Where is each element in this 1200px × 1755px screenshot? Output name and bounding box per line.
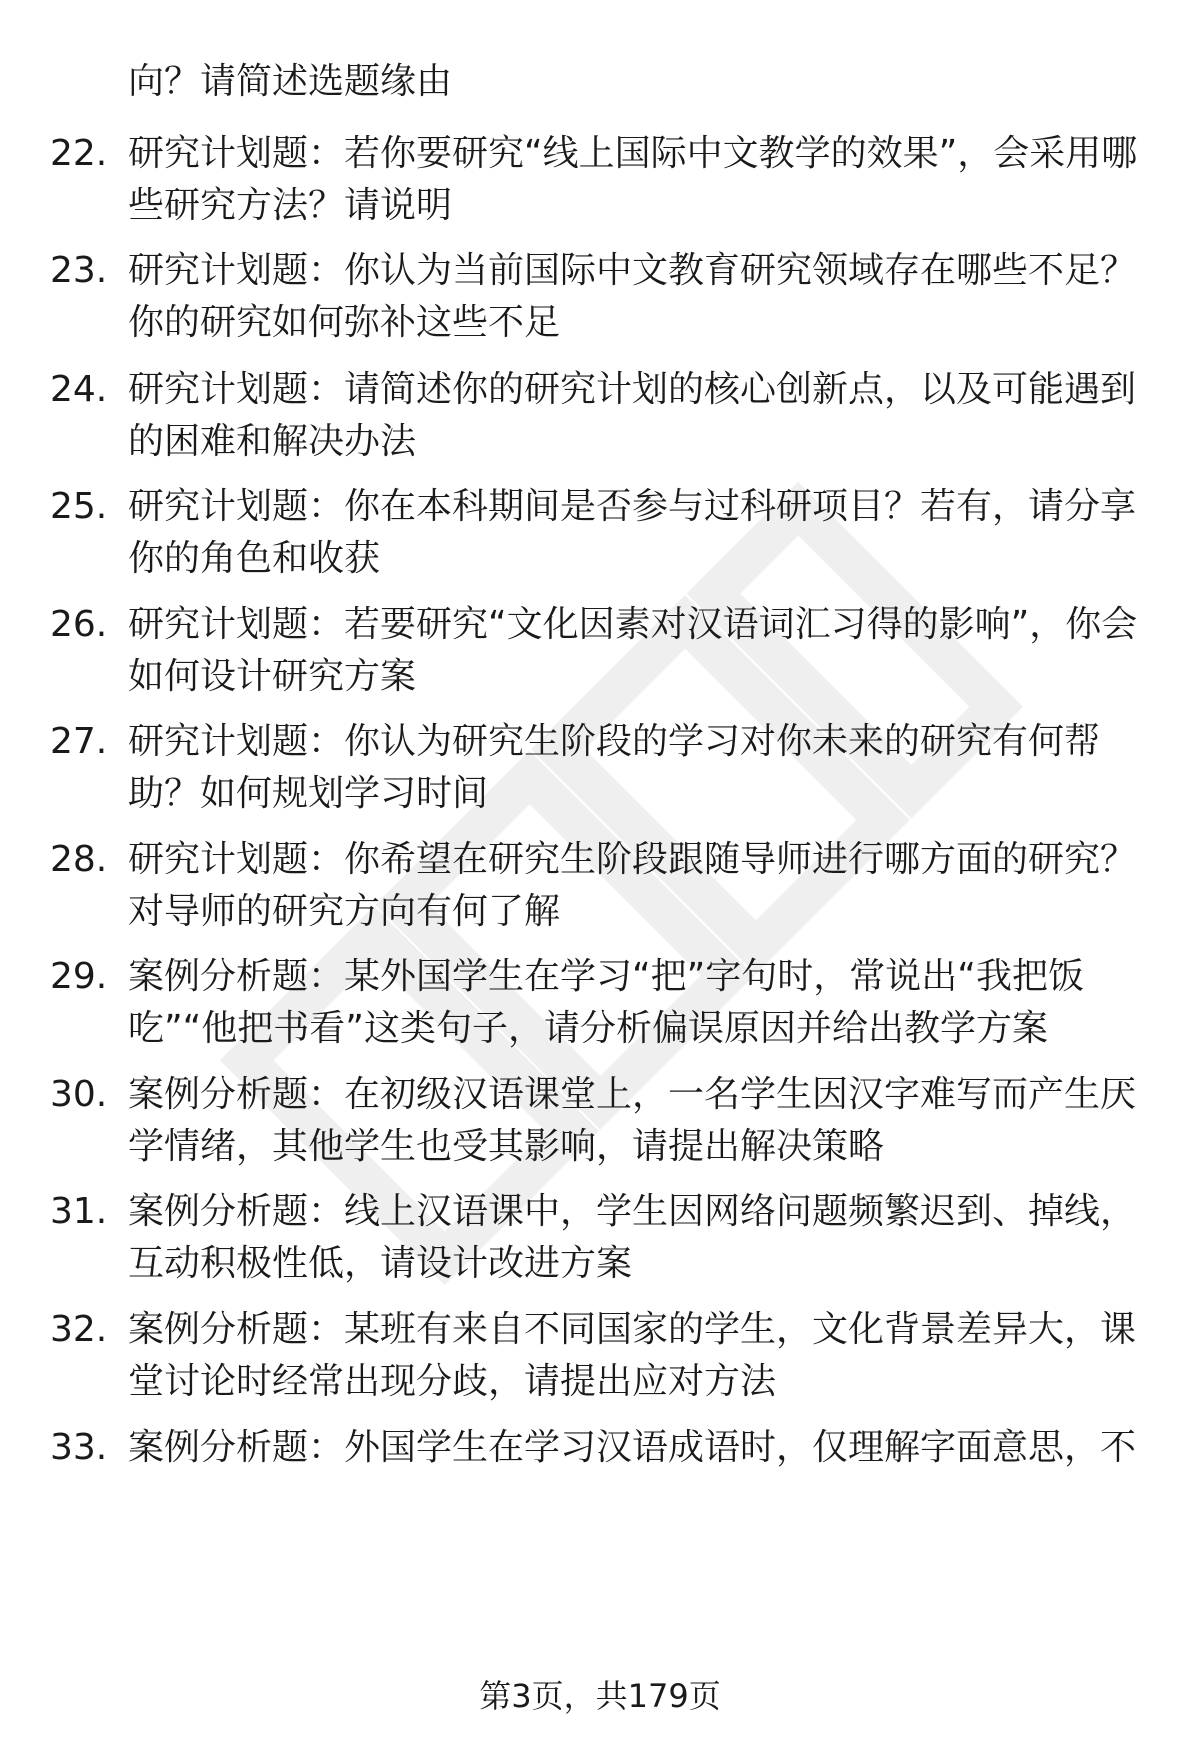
- question-number: 30.: [50, 1074, 108, 1115]
- question-text: 研究计划题：若要研究“文化因素对汉语词汇习得的影响”，你会如何设计研究方案: [128, 604, 1138, 697]
- question-text: 案例分析题：线上汉语课中，学生因网络问题频繁迟到、掉线，互动积极性低，请设计改进方案: [128, 1191, 1137, 1284]
- page-footer: 第3页，共179页: [479, 1677, 721, 1715]
- question-text: 案例分析题：在初级汉语课堂上，一名学生因汉字难写而产生厌学情绪，其他学生也受其影响，请提出解决策略: [128, 1074, 1137, 1167]
- question-number: 27.: [50, 721, 108, 762]
- question-text: 案例分析题：外国学生在学习汉语成语时，仅理解字面意思，不: [128, 1427, 1137, 1468]
- question-text: 研究计划题：你希望在研究生阶段跟随导师进行哪方面的研究？对导师的研究方向有何了解: [128, 839, 1137, 932]
- question-number: 28.: [50, 839, 108, 880]
- question-number: 22.: [50, 133, 108, 174]
- question-text: 研究计划题：若你要研究“线上国际中文教学的效果”，会采用哪些研究方法？请说明: [128, 133, 1138, 226]
- question-number: 23.: [50, 250, 108, 291]
- question-text: 案例分析题：某外国学生在学习“把”字句时，常说出“我把饭吃”“他把书看”这类句子，请分析偏误原因并给出教学方案: [128, 956, 1084, 1049]
- question-number: 31.: [50, 1191, 108, 1232]
- question-text: 研究计划题：你认为研究生阶段的学习对你未来的研究有何帮助？如何规划学习时间: [128, 721, 1101, 814]
- question-text: 研究计划题：你认为当前国际中文教育研究领域存在哪些不足？你的研究如何弥补这些不足: [128, 250, 1137, 343]
- question-text: 研究计划题：请简述你的研究计划的核心创新点，以及可能遇到的困难和解决办法: [128, 369, 1137, 462]
- question-number: 25.: [50, 486, 108, 527]
- question-text: 案例分析题：某班有来自不同国家的学生，文化背景差异大，课堂讨论时经常出现分歧，请提出应对方法: [128, 1309, 1137, 1402]
- question-text: 研究计划题：你在本科期间是否参与过科研项目？若有，请分享你的角色和收获: [128, 486, 1137, 579]
- question-number: 29.: [50, 956, 108, 997]
- question-number: 26.: [50, 604, 108, 645]
- question-number: 32.: [50, 1309, 108, 1350]
- question-number: 24.: [50, 369, 108, 410]
- continuation-text: 向？请简述选题缘由: [128, 61, 453, 102]
- question-number: 33.: [50, 1427, 108, 1468]
